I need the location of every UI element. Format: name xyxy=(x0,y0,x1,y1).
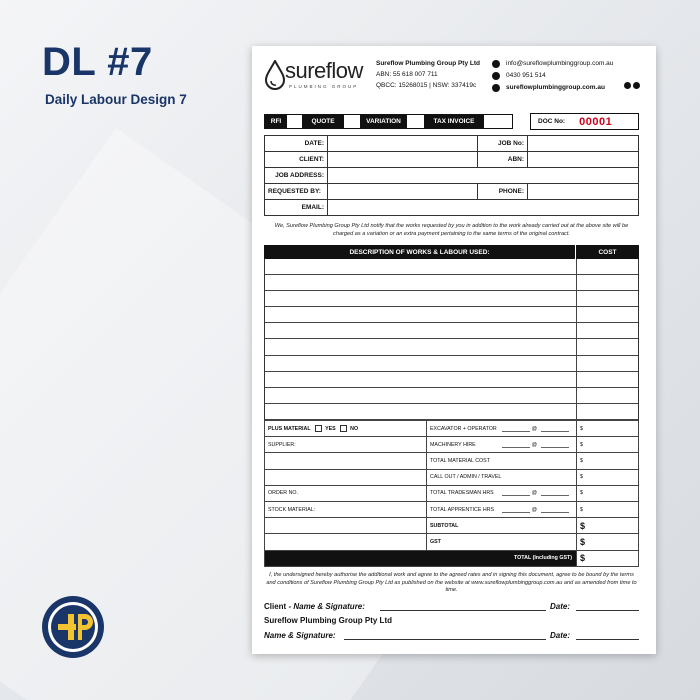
doc-type-tax-invoice-checkbox[interactable] xyxy=(484,115,512,128)
client-date-label: Date: xyxy=(550,602,571,611)
abn-label: ABN: xyxy=(478,152,528,168)
supplier-field-line-2[interactable] xyxy=(265,469,427,485)
description-header-label: DESCRIPTION OF WORKS & LABOUR USED: xyxy=(264,245,576,259)
contact-email: info@sureflowplumbinggroup.com.au xyxy=(506,60,614,67)
yes-label: YES xyxy=(325,426,336,432)
company-name-signature-label: Name & Signature: xyxy=(264,631,336,640)
company-signature-name: Sureflow Plumbing Group Pty Ltd xyxy=(264,616,392,625)
description-row[interactable] xyxy=(265,356,638,372)
description-cell[interactable] xyxy=(265,356,577,371)
doc-number-label: DOC No: xyxy=(538,118,566,125)
no-label: NO xyxy=(350,426,359,432)
gst-value[interactable] xyxy=(577,534,639,550)
cost-header-label: COST xyxy=(598,248,617,256)
stock-material-field[interactable] xyxy=(265,501,427,517)
total-label: TOTAL (Including GST) xyxy=(265,550,577,566)
description-header xyxy=(264,245,639,259)
doc-type-tax-invoice-label: TAX INVOICE xyxy=(424,115,484,128)
description-row[interactable] xyxy=(265,291,638,307)
apprentice-dollar: $ xyxy=(580,506,583,513)
social-icons xyxy=(624,82,640,89)
brand-logo-icon xyxy=(40,594,106,660)
email-icon xyxy=(492,60,500,68)
description-row[interactable] xyxy=(265,259,638,275)
excavator-dollar: $ xyxy=(580,425,583,432)
doc-number xyxy=(530,113,639,130)
callout-dollar: $ xyxy=(580,474,583,481)
contact-phone: 0430 951 514 xyxy=(506,72,546,79)
plus-material-label: PLUS MATERIAL xyxy=(268,426,311,432)
company-abn: ABN: 55 618 007 711 xyxy=(376,71,438,78)
subtotal-dollar: $ xyxy=(580,520,586,531)
client-signature-line[interactable] xyxy=(380,610,546,611)
client-prefix: Client xyxy=(264,602,287,611)
machinery-at: @ xyxy=(531,441,537,448)
total-value[interactable] xyxy=(577,550,639,566)
tradesman-dollar: $ xyxy=(580,490,583,497)
phone-label: PHONE: xyxy=(478,184,528,200)
stock-material-label: STOCK MATERIAL: xyxy=(268,506,316,513)
description-cell[interactable] xyxy=(265,339,577,354)
company-name: Sureflow Plumbing Group Pty Ltd xyxy=(376,60,480,67)
abn-field[interactable] xyxy=(528,152,639,168)
total-material-dollar: $ xyxy=(580,457,583,464)
excavator-label: EXCAVATOR + OPERATOR xyxy=(430,425,497,432)
apprentice-label: TOTAL APPRENTICE HRS xyxy=(430,506,495,513)
instagram-icon xyxy=(633,82,640,89)
company-details xyxy=(376,58,480,91)
order-no-label: ORDER NO. xyxy=(268,490,299,497)
materials-table xyxy=(264,420,639,567)
supplier-field-line[interactable] xyxy=(265,453,427,469)
doc-type-rfi-checkbox[interactable] xyxy=(287,115,302,128)
doc-type-quote-label: QUOTE xyxy=(302,115,344,128)
job-no-field[interactable] xyxy=(528,136,639,152)
order-no-field[interactable] xyxy=(265,485,427,501)
doc-number-value: 00001 xyxy=(579,115,613,128)
supplier-field[interactable] xyxy=(265,437,427,453)
phone-icon xyxy=(492,72,500,80)
product-subtitle: Daily Labour Design 7 xyxy=(45,92,187,107)
description-row[interactable] xyxy=(265,388,638,404)
apprentice-cost[interactable] xyxy=(577,501,639,517)
facebook-icon xyxy=(624,82,631,89)
stock-material-line-2[interactable] xyxy=(265,534,427,550)
apprentice-at: @ xyxy=(531,506,537,513)
excavator-at: @ xyxy=(531,425,537,432)
job-details-table xyxy=(264,135,639,216)
tradesman-cost[interactable] xyxy=(577,485,639,501)
machinery-label: MACHINERY HIRE xyxy=(430,441,476,448)
doc-type-variation-label: VARIATION xyxy=(360,115,407,128)
contact-details xyxy=(492,58,613,94)
requested-by-label: REQUESTED BY: xyxy=(265,184,328,200)
phone-field[interactable] xyxy=(528,184,639,200)
description-cell[interactable] xyxy=(265,275,577,290)
description-cell[interactable] xyxy=(265,291,577,306)
tradesman-at: @ xyxy=(531,490,537,497)
description-row[interactable] xyxy=(265,307,638,323)
date-label: DATE: xyxy=(265,136,328,152)
description-cell[interactable] xyxy=(265,323,577,338)
email-field[interactable] xyxy=(328,200,639,216)
client-field[interactable] xyxy=(328,152,478,168)
email-label: EMAIL: xyxy=(265,200,328,216)
callout-label: CALL OUT / ADMIN / TRAVEL xyxy=(430,474,502,481)
doc-type-quote-checkbox[interactable] xyxy=(344,115,360,128)
client-name-signature: - Name & Signature: xyxy=(286,602,365,611)
logo-tagline: PLUMBING GROUP xyxy=(289,84,359,89)
callout-cost[interactable] xyxy=(577,469,639,485)
machinery-dollar: $ xyxy=(580,441,583,448)
globe-icon xyxy=(492,84,500,92)
description-cell[interactable] xyxy=(265,307,577,322)
client-label: CLIENT: xyxy=(265,152,328,168)
company-date-label: Date: xyxy=(550,631,571,640)
doc-type-variation-checkbox[interactable] xyxy=(407,115,424,128)
water-drop-icon xyxy=(264,60,286,90)
logo-wordmark: sureflow xyxy=(285,58,363,83)
description-cell[interactable] xyxy=(265,388,577,403)
description-row[interactable] xyxy=(265,275,638,291)
authorisation-text: I, the undersigned hereby authorise the additional work and agree to the agreed rates and in signing this document, agree to be bound by the terms and conditions of Sureflow Plumbing Group Pty Ltd as published on the website at www.sureflowplumbinggroup.com.au and as amended from time to time. xyxy=(266,572,637,593)
description-rows xyxy=(264,259,639,420)
machinery-cost[interactable] xyxy=(577,437,639,453)
company-date-line[interactable] xyxy=(576,639,639,640)
description-row[interactable] xyxy=(265,372,638,388)
company-signature-line[interactable] xyxy=(344,639,546,640)
total-dollar: $ xyxy=(580,553,586,564)
description-row[interactable] xyxy=(265,339,638,355)
form-sheet xyxy=(252,46,656,654)
gst-label: GST xyxy=(427,534,577,550)
document-type-bar xyxy=(264,114,513,129)
excavator-cost[interactable] xyxy=(577,421,639,437)
description-cell[interactable] xyxy=(265,404,577,419)
tradesman-label: TOTAL TRADESMAN HRS xyxy=(430,490,494,497)
job-no-label: JOB No: xyxy=(478,136,528,152)
product-title: DL #7 xyxy=(42,40,153,84)
client-date-line[interactable] xyxy=(576,610,639,611)
variation-notice: We, Sureflow Plumbing Group Pty Ltd notify that the works requested by you in addition to the work already carried out at the above site will be charged as a variation or an extra payment pertaining to the same terms of the original contract. xyxy=(274,223,629,237)
contact-website: sureflowplumbinggroup.com.au xyxy=(506,84,605,91)
stock-material-line[interactable] xyxy=(265,518,427,534)
yes-checkbox[interactable] xyxy=(315,425,322,432)
description-row[interactable] xyxy=(265,323,638,339)
date-field[interactable] xyxy=(328,136,478,152)
client-signature-label xyxy=(264,602,365,611)
total-material-cost[interactable] xyxy=(577,453,639,469)
job-address-field[interactable] xyxy=(328,168,639,184)
description-cell[interactable] xyxy=(265,372,577,387)
requested-by-field[interactable] xyxy=(328,184,478,200)
description-cell[interactable] xyxy=(265,259,577,274)
gst-dollar: $ xyxy=(580,536,586,547)
description-row[interactable] xyxy=(265,404,638,420)
no-checkbox[interactable] xyxy=(340,425,347,432)
doc-type-rfi-label: RFI xyxy=(265,115,287,128)
supplier-label: SUPPLIER: xyxy=(268,441,296,448)
job-address-label: JOB ADDRESS: xyxy=(265,168,328,184)
company-licences: QBCC: 15268015 | NSW: 337419c xyxy=(376,82,477,89)
subtotal-value[interactable] xyxy=(577,518,639,534)
total-material-label: TOTAL MATERIAL COST xyxy=(430,457,490,464)
subtotal-label: SUBTOTAL xyxy=(427,518,577,534)
